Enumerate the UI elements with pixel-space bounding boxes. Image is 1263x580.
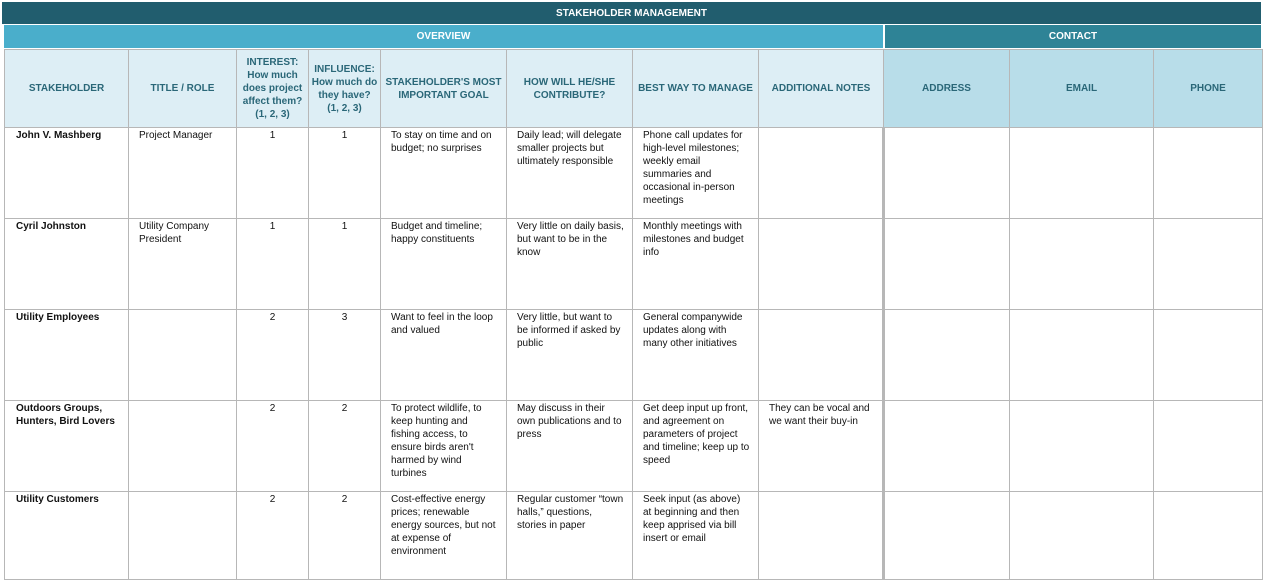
col-header-goal: STAKEHOLDER'S MOST IMPORTANT GOAL	[381, 50, 507, 128]
cell-contribute[interactable]: Regular customer “town halls,” questions, stories in paper	[507, 492, 633, 580]
cell-goal[interactable]: Want to feel in the loop and valued	[381, 310, 507, 401]
cell-interest[interactable]: 2	[237, 401, 309, 492]
cell-notes[interactable]	[759, 219, 884, 310]
cell-stakeholder[interactable]: John V. Mashberg	[5, 128, 129, 219]
cell-address[interactable]	[884, 128, 1010, 219]
cell-email[interactable]	[1010, 128, 1154, 219]
stakeholder-table	[4, 49, 1263, 580]
cell-email[interactable]	[1010, 492, 1154, 580]
cell-manage[interactable]: Seek input (as above) at beginning and then keep apprised via bill insert or email	[633, 492, 759, 580]
cell-stakeholder[interactable]: Outdoors Groups, Hunters, Bird Lovers	[5, 401, 129, 492]
cell-address[interactable]	[884, 492, 1010, 580]
cell-contribute[interactable]: May discuss in their own publications and to press	[507, 401, 633, 492]
cell-goal[interactable]: Cost-effective energy prices; renewable energy sources, but not at expense of environment	[381, 492, 507, 580]
col-header-contribute: HOW WILL HE/SHE CONTRIBUTE?	[507, 50, 633, 128]
cell-goal[interactable]: Budget and timeline; happy constituents	[381, 219, 507, 310]
table-row	[5, 219, 1263, 310]
cell-phone[interactable]	[1154, 310, 1263, 401]
cell-interest[interactable]: 1	[237, 219, 309, 310]
cell-influence[interactable]: 1	[309, 128, 381, 219]
cell-notes[interactable]: They can be vocal and we want their buy-in	[759, 401, 884, 492]
table-row	[5, 492, 1263, 580]
cell-notes[interactable]	[759, 310, 884, 401]
cell-stakeholder[interactable]: Cyril Johnston	[5, 219, 129, 310]
col-header-influence: INFLUENCE: How much do they have? (1, 2, 3)	[309, 50, 381, 128]
group-header-overview: OVERVIEW	[4, 25, 883, 48]
col-header-address: ADDRESS	[884, 50, 1010, 128]
col-header-phone: PHONE	[1154, 50, 1263, 128]
cell-title-role[interactable]	[129, 492, 237, 580]
table-row	[5, 401, 1263, 492]
cell-address[interactable]	[884, 401, 1010, 492]
col-header-stakeholder: STAKEHOLDER	[5, 50, 129, 128]
cell-title-role[interactable]	[129, 401, 237, 492]
cell-email[interactable]	[1010, 219, 1154, 310]
col-header-email: EMAIL	[1010, 50, 1154, 128]
cell-stakeholder[interactable]: Utility Customers	[5, 492, 129, 580]
cell-goal[interactable]: To protect wildlife, to keep hunting and fishing access, to ensure birds aren't harmed by wind turbines	[381, 401, 507, 492]
cell-address[interactable]	[884, 219, 1010, 310]
cell-address[interactable]	[884, 310, 1010, 401]
cell-notes[interactable]	[759, 128, 884, 219]
cell-manage[interactable]: Monthly meetings with milestones and budget info	[633, 219, 759, 310]
col-header-title-role: TITLE / ROLE	[129, 50, 237, 128]
cell-manage[interactable]: General companywide updates along with many other initiatives	[633, 310, 759, 401]
cell-influence[interactable]: 2	[309, 492, 381, 580]
cell-contribute[interactable]: Very little, but want to be informed if asked by public	[507, 310, 633, 401]
cell-goal[interactable]: To stay on time and on budget; no surprises	[381, 128, 507, 219]
column-header-row	[5, 50, 1263, 128]
cell-phone[interactable]	[1154, 401, 1263, 492]
table-row	[5, 128, 1263, 219]
cell-notes[interactable]	[759, 492, 884, 580]
cell-email[interactable]	[1010, 401, 1154, 492]
cell-stakeholder[interactable]: Utility Employees	[5, 310, 129, 401]
table-row	[5, 310, 1263, 401]
col-header-notes: ADDITIONAL NOTES	[759, 50, 884, 128]
cell-title-role[interactable]	[129, 310, 237, 401]
cell-phone[interactable]	[1154, 492, 1263, 580]
cell-interest[interactable]: 2	[237, 310, 309, 401]
cell-title-role[interactable]: Project Manager	[129, 128, 237, 219]
cell-influence[interactable]: 1	[309, 219, 381, 310]
cell-phone[interactable]	[1154, 219, 1263, 310]
sheet-title: STAKEHOLDER MANAGEMENT	[2, 2, 1261, 24]
cell-phone[interactable]	[1154, 128, 1263, 219]
cell-contribute[interactable]: Very little on daily basis, but want to be in the know	[507, 219, 633, 310]
cell-manage[interactable]: Phone call updates for high-level milestones; weekly email summaries and occasional in-person meetings	[633, 128, 759, 219]
cell-interest[interactable]: 1	[237, 128, 309, 219]
cell-influence[interactable]: 2	[309, 401, 381, 492]
cell-email[interactable]	[1010, 310, 1154, 401]
group-header-contact: CONTACT	[885, 25, 1261, 48]
cell-manage[interactable]: Get deep input up front, and agreement on parameters of project and timeline; keep up to speed	[633, 401, 759, 492]
cell-influence[interactable]: 3	[309, 310, 381, 401]
col-header-manage: BEST WAY TO MANAGE	[633, 50, 759, 128]
cell-title-role[interactable]: Utility Company President	[129, 219, 237, 310]
cell-contribute[interactable]: Daily lead; will delegate smaller projects but ultimately responsible	[507, 128, 633, 219]
cell-interest[interactable]: 2	[237, 492, 309, 580]
col-header-interest: INTEREST: How much does project affect them? (1, 2, 3)	[237, 50, 309, 128]
